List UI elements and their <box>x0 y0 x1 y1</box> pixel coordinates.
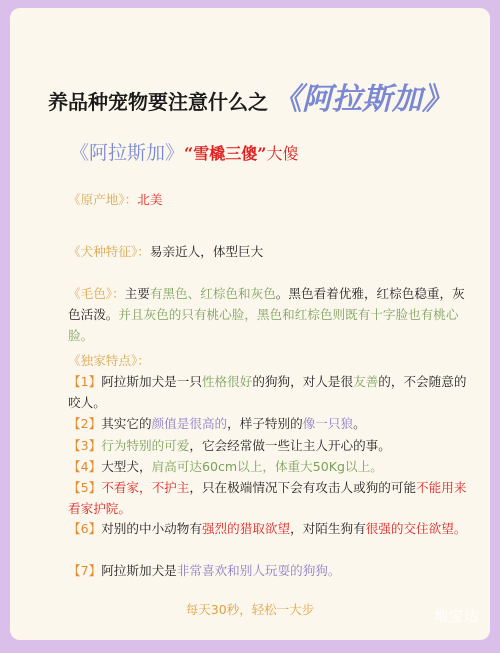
feature-num: 【7】 <box>68 563 102 578</box>
feature-text: ，样子特别的 <box>227 416 303 431</box>
feature-highlight: 很强的交住欲望。 <box>365 521 467 536</box>
feature-item-6 <box>68 518 472 539</box>
traits-value: 易亲近人，体型巨大 <box>149 244 264 259</box>
subtitle-name: 《阿拉斯加》 <box>70 142 185 164</box>
feature-item-7 <box>68 560 472 581</box>
coat-text-2: 有黑色、红棕色和灰色 <box>149 286 276 301</box>
title-accent: 《阿拉斯加》 <box>272 82 452 117</box>
feature-text: 其实它的 <box>101 416 152 431</box>
coat-paragraph <box>68 283 472 346</box>
feature-text: 大型犬， <box>101 459 152 474</box>
watermark-text: 地宝达 <box>434 609 479 625</box>
feature-num: 【2】 <box>68 416 102 431</box>
card <box>10 8 490 640</box>
origin-value: 北美 <box>137 192 163 207</box>
feature-highlight: 颜值是很高的 <box>151 416 228 431</box>
subtitle <box>70 138 298 165</box>
feature-item-2 <box>68 413 472 434</box>
page-title <box>10 74 490 117</box>
traits-label: 《犬种特征》： <box>68 244 150 259</box>
coat-text-4: 并且灰色的只有桃心脸，黑色和红棕色则既有十字脸也有桃心脸。 <box>68 307 459 343</box>
feature-text: 。 <box>353 416 366 431</box>
feature-item-5 <box>68 477 472 519</box>
title-main: 养品种宠物要注意什么之 <box>48 90 268 114</box>
traits-line <box>68 241 472 262</box>
feature-num: 【5】 <box>68 480 102 495</box>
origin-line <box>68 189 472 210</box>
coat-label: 《毛色》： <box>68 286 125 301</box>
feature-text: ，对陌生狗有 <box>290 521 366 536</box>
feature-text: 阿拉斯加犬是 <box>101 563 177 578</box>
feature-highlight: 友善 <box>353 374 379 389</box>
feature-highlight: 性格很好 <box>201 374 253 389</box>
feature-highlight: 强烈的猎取欲望 <box>201 521 291 536</box>
subtitle-tail: 大傻 <box>266 144 299 163</box>
feature-num: 【1】 <box>68 374 102 389</box>
feature-text: 的狗狗，对人是很 <box>252 374 354 389</box>
feature-highlight: 肩高可达60cm以上，体重大50Kg以上。 <box>151 459 383 474</box>
feature-highlight: 非常喜欢和别人玩耍的狗狗。 <box>176 563 341 578</box>
footer-slogan: 每天30秒，轻松一大步 <box>185 602 315 617</box>
features-label: 《独家特点》： <box>68 353 150 368</box>
feature-num: 【4】 <box>68 459 102 474</box>
feature-item-1 <box>68 371 472 413</box>
coat-text-3: 。黑色看着优雅，红棕色稳重，灰色活泼。 <box>68 286 465 322</box>
feature-text: 的，不会随意的咬人。 <box>68 374 467 410</box>
feature-item-4 <box>68 456 472 477</box>
feature-text: ，只在极端情况下会有攻击人或狗的可能 <box>189 480 417 495</box>
feature-highlight: 行为特别的可爱 <box>101 438 190 453</box>
subtitle-nickname: “雪橇三傻” <box>184 144 267 163</box>
feature-text: 对别的中小动物有 <box>101 521 202 536</box>
feature-highlight: 不看家，不护主 <box>101 480 190 495</box>
feature-num: 【6】 <box>68 521 102 536</box>
feature-item-3 <box>68 435 472 456</box>
feature-highlight: 不能用来看家护院。 <box>68 480 467 516</box>
coat-text-1: 主要 <box>124 286 150 301</box>
origin-label: 《原产地》： <box>68 192 138 207</box>
feature-num: 【3】 <box>68 438 102 453</box>
feature-highlight: 像一只狼 <box>302 416 354 431</box>
feature-text: ，它会经常做一些让主人开心的事。 <box>189 438 391 453</box>
features-label-line <box>68 350 472 371</box>
feature-text: 阿拉斯加犬是一只 <box>101 374 202 389</box>
